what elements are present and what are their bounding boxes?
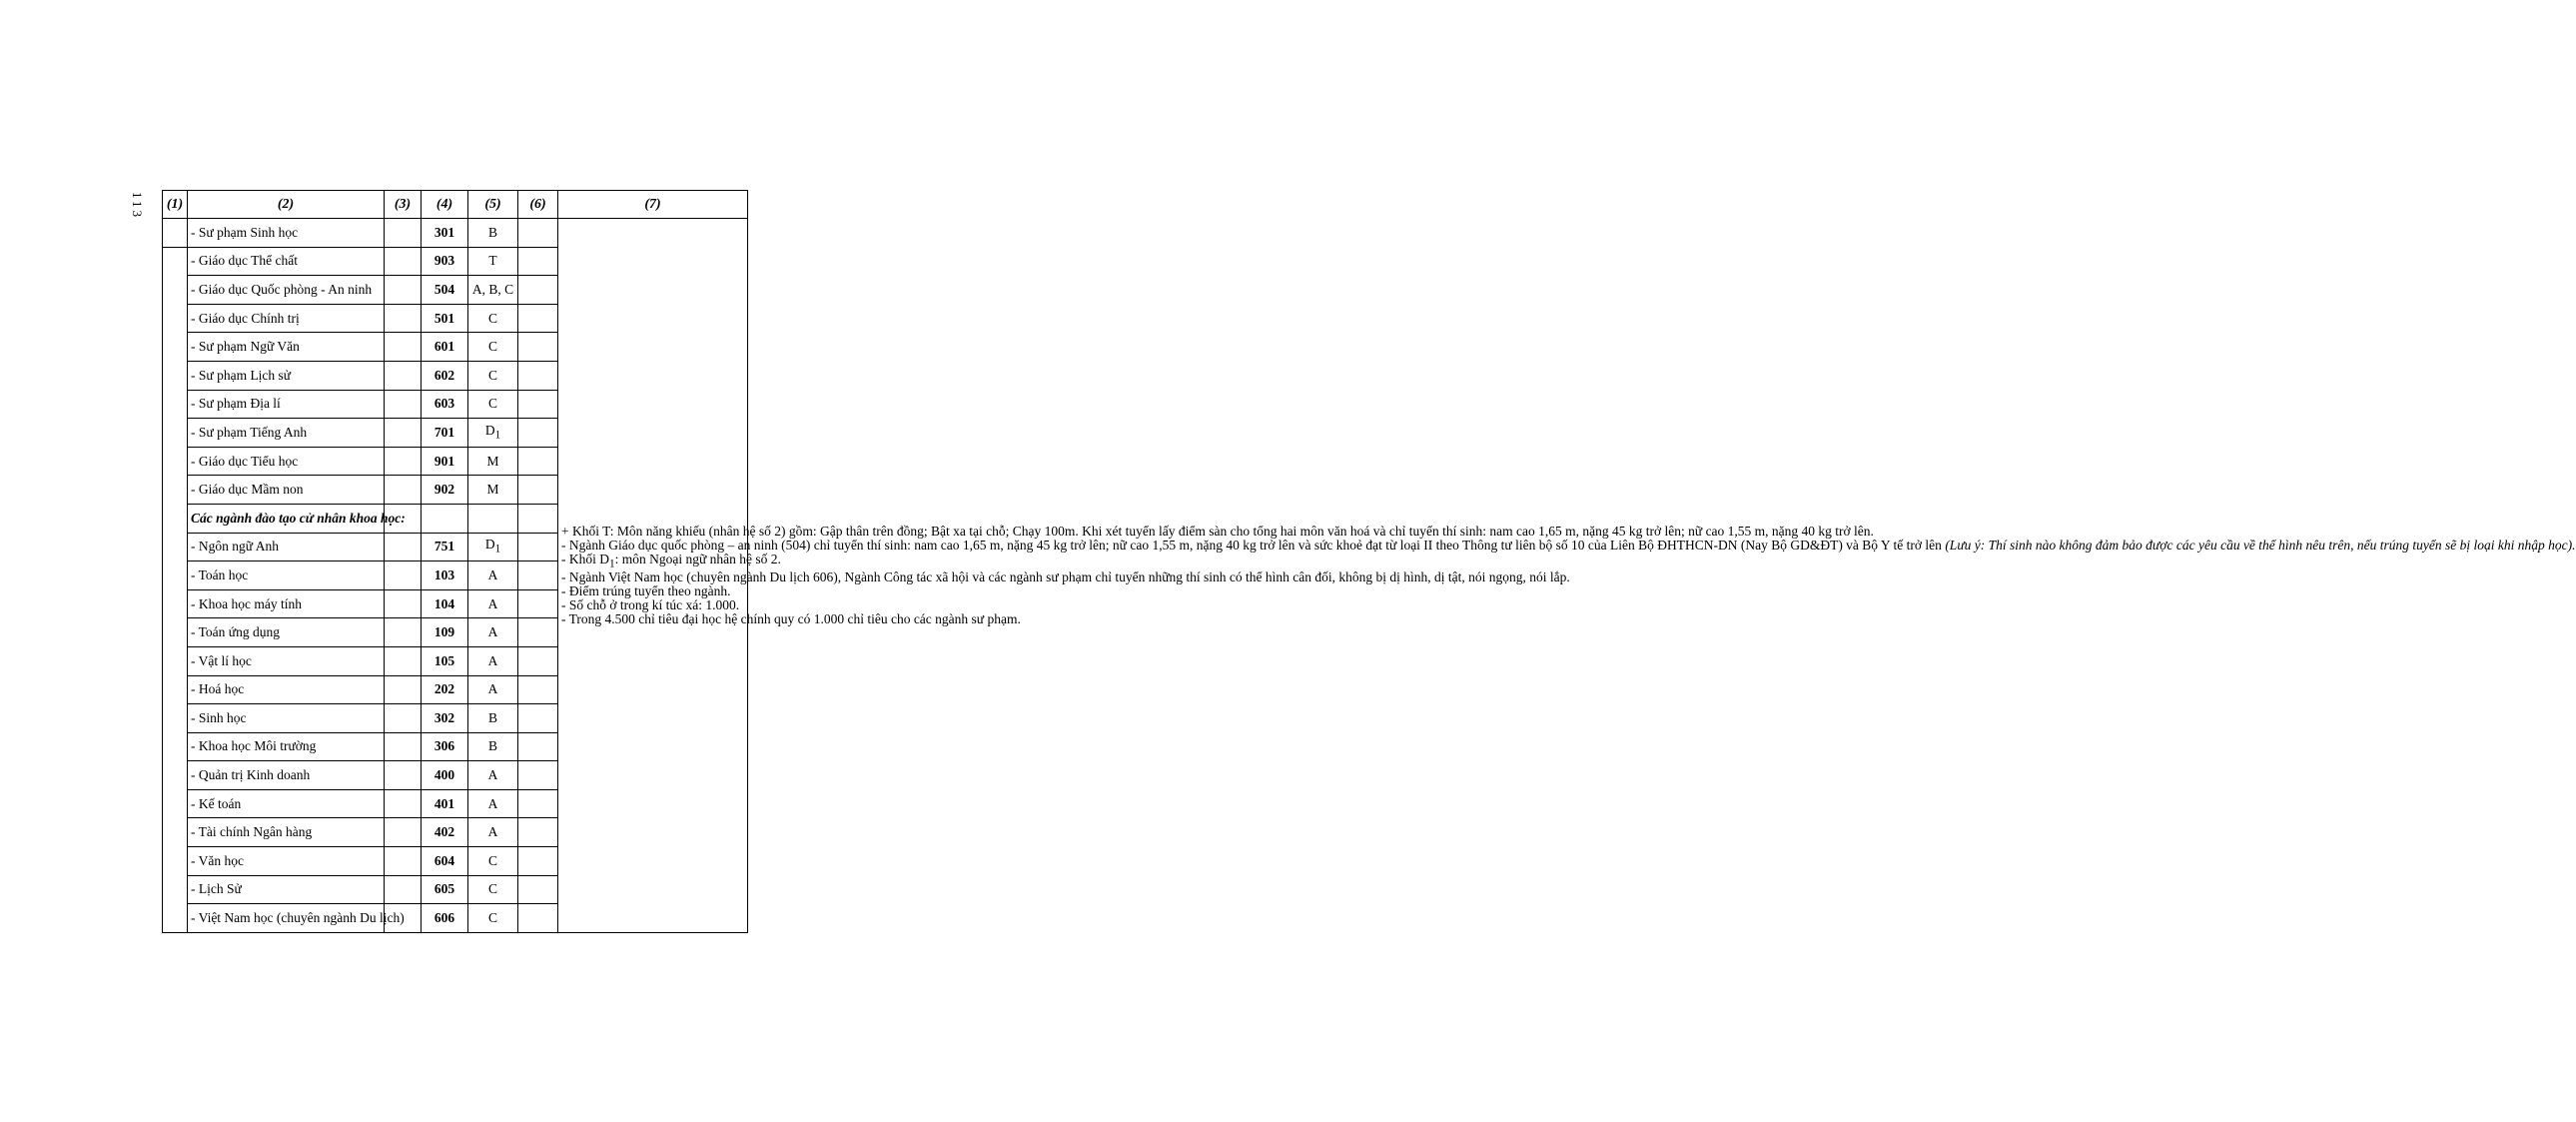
program-code: 109 xyxy=(422,618,468,647)
exam-block-text: D xyxy=(484,536,495,552)
exam-block-text: A xyxy=(487,652,498,668)
program-code: 400 xyxy=(422,761,468,790)
exam-block xyxy=(468,561,518,590)
program-name: - Sư phạm Lịch sử xyxy=(188,361,385,390)
col6-cell xyxy=(518,646,558,675)
col6-cell xyxy=(518,761,558,790)
exam-block-text: C xyxy=(487,910,497,926)
exam-block xyxy=(468,646,518,675)
note-khoi-t: + Khối T: Môn năng khiếu (nhân hệ số 2) gồm: Gập thân trên đồng; Bật xa tại chỗ; Chạy 100m. Khi xét tuyển lấy điểm sàn cho tổng hai môn văn hoá và chỉ tuyển thí sinh: nam cao 1,65 m, nặng 45 kg trở lên; nữ cao 1,55 m, nặng 40 kg trở lên. xyxy=(561,523,1874,539)
col3-cell xyxy=(385,276,422,305)
exam-block xyxy=(468,589,518,618)
col3-cell xyxy=(385,675,422,704)
admissions-table xyxy=(162,190,2576,933)
exam-block xyxy=(468,704,518,733)
exam-block-text: A xyxy=(487,624,498,640)
exam-block-text: A xyxy=(487,824,498,840)
exam-block-text: M xyxy=(486,482,499,498)
program-code: 501 xyxy=(422,304,468,333)
program-name: - Giáo dục Chính trị xyxy=(188,304,385,333)
col6-cell xyxy=(518,561,558,590)
program-name: - Giáo dục Quốc phòng - An ninh xyxy=(188,276,385,305)
notes-cell xyxy=(558,219,2576,933)
col6-cell xyxy=(518,847,558,876)
program-code: 603 xyxy=(422,390,468,419)
program-name: - Quản trị Kinh doanh xyxy=(188,761,385,790)
table-header-row xyxy=(163,191,748,219)
program-name: - Giáo dục Mầm non xyxy=(188,476,385,505)
exam-block xyxy=(468,618,518,647)
program-code: 103 xyxy=(422,561,468,590)
exam-block xyxy=(468,447,518,476)
program-code: 104 xyxy=(422,589,468,618)
program-name: - Việt Nam học (chuyên ngành Du lịch) xyxy=(188,904,385,933)
program-code: 605 xyxy=(422,875,468,904)
exam-block xyxy=(468,533,518,561)
exam-block-text: C xyxy=(487,852,497,868)
col3-cell xyxy=(385,219,422,248)
exam-block xyxy=(468,761,518,790)
program-code: 301 xyxy=(422,219,468,248)
col3-cell xyxy=(385,361,422,390)
col1-cell xyxy=(163,219,188,248)
program-name: - Hoá học xyxy=(188,675,385,704)
col-header-5: (5) xyxy=(468,191,518,219)
page-number xyxy=(127,186,147,226)
program-code: 402 xyxy=(422,818,468,847)
col3-cell xyxy=(385,646,422,675)
exam-block xyxy=(468,504,518,533)
col3-cell xyxy=(385,789,422,818)
section-header: Các ngành đào tạo cử nhân khoa học: xyxy=(188,504,385,533)
col6-cell xyxy=(518,419,558,448)
program-name: - Ngôn ngữ Anh xyxy=(188,533,385,561)
col-header-3: (3) xyxy=(385,191,422,219)
program-name: - Tài chính Ngân hàng xyxy=(188,818,385,847)
note-viet-nam-hoc: - Ngành Việt Nam học (chuyên ngành Du lịch 606), Ngành Công tác xã hội và các ngành sư phạm chỉ tuyển những thí sinh có thể hình cân đối, không bị dị hình, dị tật, nói ngọng, nói lắp. xyxy=(561,569,1570,585)
table-row xyxy=(163,219,748,248)
col6-cell xyxy=(518,276,558,305)
col3-cell xyxy=(385,533,422,561)
col3-cell xyxy=(385,732,422,761)
exam-block xyxy=(468,818,518,847)
col6-cell xyxy=(518,589,558,618)
exam-block xyxy=(468,476,518,505)
col3-cell xyxy=(385,589,422,618)
col6-cell xyxy=(518,447,558,476)
col6-cell xyxy=(518,361,558,390)
note-diem-trung-tuyen: - Điểm trúng tuyển theo ngành. xyxy=(561,583,731,599)
exam-block xyxy=(468,732,518,761)
exam-block-text: A xyxy=(487,795,498,811)
col-header-6: (6) xyxy=(518,191,558,219)
note-quoc-phong xyxy=(561,537,2576,553)
col-header-4: (4) xyxy=(422,191,468,219)
col6-cell xyxy=(518,818,558,847)
note-khoi-d1-post: : môn Ngoại ngữ nhân hệ số 2. xyxy=(614,551,781,566)
program-name: - Sư phạm Sinh học xyxy=(188,219,385,248)
col6-cell xyxy=(518,618,558,647)
col6-cell xyxy=(518,875,558,904)
note-khoi-d1 xyxy=(561,551,781,571)
col6-cell xyxy=(518,219,558,248)
exam-block xyxy=(468,419,518,448)
col6-cell xyxy=(518,247,558,276)
exam-block xyxy=(468,789,518,818)
exam-block xyxy=(468,276,518,305)
program-name: - Kế toán xyxy=(188,789,385,818)
col6-cell xyxy=(518,904,558,933)
exam-block xyxy=(468,847,518,876)
note-quoc-phong-main: - Ngành Giáo dục quốc phòng – an ninh (504) chỉ tuyển thí sinh: nam cao 1,65 m, nặng 45 kg trở lên; nữ cao 1,55 m, nặng 40 kg trở lên và sức khoẻ đạt từ loại II theo Thông tư liên bộ số 10 của Liên Bộ ĐHTHCN-DN (Nay Bộ GD&ĐT) và Bộ Y tế trở lên xyxy=(561,537,1946,553)
exam-block-text: B xyxy=(487,224,497,240)
program-code: 604 xyxy=(422,847,468,876)
exam-block xyxy=(468,875,518,904)
exam-block-text: T xyxy=(488,253,497,269)
col3-cell xyxy=(385,247,422,276)
program-name: - Sư phạm Ngữ Văn xyxy=(188,333,385,362)
program-code: 606 xyxy=(422,904,468,933)
program-name: - Khoa học máy tính xyxy=(188,589,385,618)
col3-cell xyxy=(385,761,422,790)
col6-cell xyxy=(518,504,558,533)
col3-cell xyxy=(385,618,422,647)
program-code: 302 xyxy=(422,704,468,733)
col3-cell xyxy=(385,476,422,505)
program-code: 504 xyxy=(422,276,468,305)
program-name: - Lịch Sử xyxy=(188,875,385,904)
exam-block-text: A xyxy=(487,566,498,582)
exam-block-text: C xyxy=(487,396,497,412)
exam-block xyxy=(468,390,518,419)
program-code: 903 xyxy=(422,247,468,276)
exam-block-text: A xyxy=(487,681,498,697)
program-code: 601 xyxy=(422,333,468,362)
col6-cell xyxy=(518,732,558,761)
exam-block xyxy=(468,304,518,333)
exam-block xyxy=(468,333,518,362)
exam-block-text: A, B, C xyxy=(471,281,514,297)
exam-block xyxy=(468,219,518,248)
col6-cell xyxy=(518,390,558,419)
col-header-1: (1) xyxy=(163,191,188,219)
program-code xyxy=(422,504,468,533)
note-khoi-d1-pre: - Khối D xyxy=(561,551,609,566)
program-code: 401 xyxy=(422,789,468,818)
program-name: - Sinh học xyxy=(188,704,385,733)
program-name: - Văn học xyxy=(188,847,385,876)
exam-block-text: C xyxy=(487,367,497,383)
exam-block xyxy=(468,675,518,704)
col3-cell xyxy=(385,304,422,333)
exam-block xyxy=(468,247,518,276)
exam-block-text: D xyxy=(484,422,495,438)
col6-cell xyxy=(518,304,558,333)
exam-block-text: B xyxy=(487,738,497,754)
program-code: 202 xyxy=(422,675,468,704)
col6-cell xyxy=(518,533,558,561)
col3-cell xyxy=(385,818,422,847)
exam-block-sub: 1 xyxy=(494,543,501,556)
program-code: 306 xyxy=(422,732,468,761)
col6-cell xyxy=(518,675,558,704)
program-name: - Giáo dục Thể chất xyxy=(188,247,385,276)
col3-cell xyxy=(385,333,422,362)
note-quoc-phong-italic: (Lưu ý: Thí sinh nào không đảm bảo được các yêu cầu về thể hình nêu trên, nếu trúng tuyển sẽ bị loại khi nhập học). xyxy=(1945,537,2576,553)
program-name: - Vật lí học xyxy=(188,646,385,675)
exam-block-text: M xyxy=(486,453,499,469)
note-ki-tuc-xa: - Số chỗ ở trong kí túc xá: 1.000. xyxy=(561,597,740,613)
note-chi-tieu: - Trong 4.500 chỉ tiêu đại học hệ chính quy có 1.000 chỉ tiêu cho các ngành sư phạm. xyxy=(561,611,1021,627)
page-number-text: 113 xyxy=(130,191,145,221)
exam-block-text: C xyxy=(487,339,497,355)
col3-cell xyxy=(385,390,422,419)
col6-cell xyxy=(518,789,558,818)
program-code: 701 xyxy=(422,419,468,448)
col3-cell xyxy=(385,847,422,876)
note-khoi-d1-sub: 1 xyxy=(609,558,615,570)
program-name: - Khoa học Môi trường xyxy=(188,732,385,761)
exam-block xyxy=(468,361,518,390)
exam-block-sub: 1 xyxy=(494,429,501,442)
col6-cell xyxy=(518,704,558,733)
col3-cell xyxy=(385,561,422,590)
exam-block xyxy=(468,904,518,933)
col-header-2: (2) xyxy=(188,191,385,219)
exam-block-text: A xyxy=(487,595,498,611)
col-header-7: (7) xyxy=(558,191,748,219)
program-code: 901 xyxy=(422,447,468,476)
col3-cell xyxy=(385,447,422,476)
program-name: - Sư phạm Tiếng Anh xyxy=(188,419,385,448)
program-code: 602 xyxy=(422,361,468,390)
program-code: 105 xyxy=(422,646,468,675)
program-code: 751 xyxy=(422,533,468,561)
col3-cell xyxy=(385,875,422,904)
exam-block-text: C xyxy=(487,881,497,897)
exam-block-text: C xyxy=(487,310,497,326)
col1-cell-merged xyxy=(163,247,188,932)
program-code: 902 xyxy=(422,476,468,505)
program-name: - Sư phạm Địa lí xyxy=(188,390,385,419)
exam-block-text: B xyxy=(487,709,497,725)
program-name: - Toán ứng dụng xyxy=(188,618,385,647)
col3-cell xyxy=(385,704,422,733)
col3-cell xyxy=(385,419,422,448)
col6-cell xyxy=(518,333,558,362)
col6-cell xyxy=(518,476,558,505)
program-name: - Giáo dục Tiểu học xyxy=(188,447,385,476)
exam-block-text: A xyxy=(487,767,498,783)
program-name: - Toán học xyxy=(188,561,385,590)
